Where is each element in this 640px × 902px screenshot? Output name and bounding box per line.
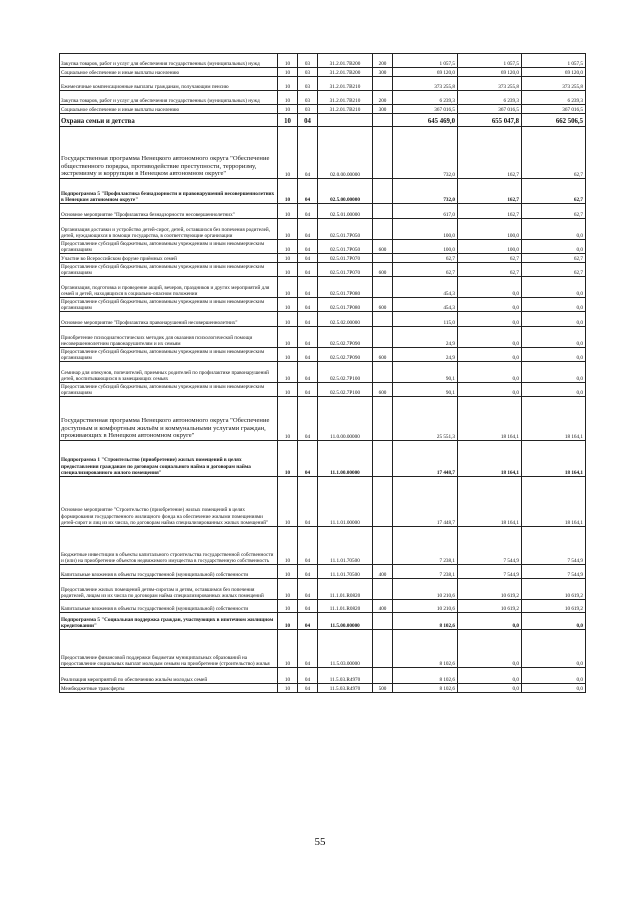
amount-year-3: 6 239,3 — [522, 91, 586, 105]
section-code: 10 — [278, 91, 298, 105]
table-row — [60, 327, 586, 348]
section-code: 10 — [278, 77, 298, 91]
section-code: 10 — [278, 565, 298, 579]
row-name: Закупка товаров, работ и услуг для обеспечения государственных (муниципальных) нужд — [60, 91, 278, 105]
section-code: 10 — [278, 114, 298, 127]
target-article-code: 31.2.01.7В210 — [318, 105, 373, 114]
amount-year-2: 7 544,9 — [458, 565, 522, 579]
section-code: 10 — [278, 348, 298, 362]
amount-year-1: 373 255,8 — [393, 77, 458, 91]
subsection-code: 03 — [298, 77, 318, 91]
row-name: Подпрограмма 1 "Строительство (приобретение) жилых помещений в целях предоставления гражданам по договорам социального найма и договорам найма специализированного жилого помещения" — [60, 441, 278, 477]
row-name: Ежемесячные компенсационные выплаты гражданам, получающим пенсию — [60, 77, 278, 91]
row-name: Бюджетные инвестиции в объекты капитального строительства государственной собственности и (или) на приобретение объектов недвижимого имущества в государственную собственность — [60, 527, 278, 565]
amount-year-2: 0,0 — [458, 630, 522, 668]
row-name: Подпрограмма 5 "Профилактика безнадзорности и правонарушений несовершеннолетних в Ненецком автономном округе" — [60, 179, 278, 204]
subsection-code: 04 — [298, 668, 318, 684]
budget-table-body — [60, 54, 586, 693]
amount-year-3: 7 544,9 — [522, 527, 586, 565]
amount-year-3: 0,0 — [522, 240, 586, 254]
target-article-code: 11.5.03.00000 — [318, 630, 373, 668]
amount-year-1: 645 469,0 — [393, 114, 458, 127]
table-row — [60, 204, 586, 219]
amount-year-2: 0,0 — [458, 613, 522, 630]
amount-year-1: 732,0 — [393, 179, 458, 204]
table-row — [60, 219, 586, 240]
subsection-code: 04 — [298, 277, 318, 298]
subsection-code: 04 — [298, 600, 318, 613]
amount-year-2: 0,0 — [458, 298, 522, 312]
expense-type-code: 600 — [373, 263, 393, 277]
table-row — [60, 668, 586, 684]
amount-year-3: 18 164,1 — [522, 441, 586, 477]
subsection-code: 03 — [298, 105, 318, 114]
amount-year-3: 0,0 — [522, 613, 586, 630]
target-article-code: 02.5.01.00000 — [318, 204, 373, 219]
subsection-code: 03 — [298, 54, 318, 68]
amount-year-3: 0,0 — [522, 383, 586, 397]
subsection-code: 04 — [298, 114, 318, 127]
section-code: 10 — [278, 527, 298, 565]
target-article-code: 02.5.02.7Р090 — [318, 327, 373, 348]
section-code: 10 — [278, 127, 298, 179]
target-article-code: 02.5.02.00000 — [318, 312, 373, 327]
section-code: 10 — [278, 204, 298, 219]
amount-year-1: 90,1 — [393, 362, 458, 383]
amount-year-2: 69 120,0 — [458, 68, 522, 77]
amount-year-2: 100,0 — [458, 240, 522, 254]
expense-type-code — [373, 114, 393, 127]
row-name: Основное мероприятие "Строительство (приобретение) жилых помещений в целях формирования государственного жилищного фонда на обеспечение жилыми помещениями детей-сирот и лиц из их числа, по договорам найма специализированных жилых помещений" — [60, 477, 278, 527]
amount-year-2: 7 544,9 — [458, 527, 522, 565]
expense-type-code — [373, 219, 393, 240]
amount-year-1: 6 239,3 — [393, 91, 458, 105]
expense-type-code — [373, 579, 393, 600]
subsection-code: 04 — [298, 219, 318, 240]
amount-year-2: 0,0 — [458, 312, 522, 327]
section-code: 10 — [278, 613, 298, 630]
section-code: 10 — [278, 600, 298, 613]
row-name: Социальное обеспечение и иные выплаты населению — [60, 68, 278, 77]
table-row — [60, 348, 586, 362]
expense-type-code — [373, 527, 393, 565]
amount-year-2: 100,0 — [458, 219, 522, 240]
section-code: 10 — [278, 277, 298, 298]
amount-year-2: 18 164,1 — [458, 397, 522, 441]
table-row — [60, 630, 586, 668]
subsection-code: 04 — [298, 579, 318, 600]
target-article-code: 11.5.03.R4970 — [318, 684, 373, 693]
expense-type-code: 600 — [373, 298, 393, 312]
table-row — [60, 114, 586, 127]
section-code: 10 — [278, 668, 298, 684]
section-code: 10 — [278, 684, 298, 693]
subsection-code: 04 — [298, 298, 318, 312]
amount-year-1: 69 120,0 — [393, 68, 458, 77]
expense-type-code: 600 — [373, 383, 393, 397]
row-name: Государственная программа Ненецкого автономного округа "Обеспечение общественного порядка, противодействие преступности, терроризму, экстремизму и коррупции в Ненецком автономном округе" — [60, 127, 278, 179]
table-row — [60, 254, 586, 263]
amount-year-2: 18 164,1 — [458, 441, 522, 477]
section-code: 10 — [278, 54, 298, 68]
expense-type-code — [373, 179, 393, 204]
table-row — [60, 77, 586, 91]
amount-year-2: 1 057,5 — [458, 54, 522, 68]
subsection-code: 04 — [298, 327, 318, 348]
table-row — [60, 579, 586, 600]
section-code: 10 — [278, 477, 298, 527]
amount-year-1: 25 551,3 — [393, 397, 458, 441]
expense-type-code — [373, 668, 393, 684]
amount-year-1: 7 238,1 — [393, 527, 458, 565]
amount-year-2: 0,0 — [458, 684, 522, 693]
amount-year-1: 617,0 — [393, 204, 458, 219]
expense-type-code: 300 — [373, 105, 393, 114]
amount-year-1: 24,9 — [393, 327, 458, 348]
target-article-code: 02.5.01.7Р070 — [318, 263, 373, 277]
amount-year-1: 8 102,6 — [393, 630, 458, 668]
row-name: Основное мероприятие "Профилактика безнадзорности несовершеннолетних" — [60, 204, 278, 219]
table-row — [60, 68, 586, 77]
target-article-code: 02.5.02.7Р090 — [318, 348, 373, 362]
row-name: Предоставление субсидий бюджетным, автономным учреждениям и иным некоммерческим организациям — [60, 240, 278, 254]
table-row — [60, 312, 586, 327]
target-article-code: 02.0.00.00000 — [318, 127, 373, 179]
section-code: 10 — [278, 362, 298, 383]
table-row — [60, 441, 586, 477]
expense-type-code: 400 — [373, 600, 393, 613]
target-article-code: 11.5.00.00000 — [318, 613, 373, 630]
section-code: 10 — [278, 68, 298, 77]
amount-year-2: 373 255,8 — [458, 77, 522, 91]
section-code: 10 — [278, 327, 298, 348]
amount-year-2: 0,0 — [458, 362, 522, 383]
section-code: 10 — [278, 383, 298, 397]
subsection-code: 04 — [298, 684, 318, 693]
row-name: Социальное обеспечение и иные выплаты населению — [60, 105, 278, 114]
expense-type-code — [373, 397, 393, 441]
section-code: 10 — [278, 441, 298, 477]
row-name: Капитальные вложения в объекты государственной (муниципальной) собственности — [60, 600, 278, 613]
target-article-code: 11.0.00.00000 — [318, 397, 373, 441]
subsection-code: 04 — [298, 362, 318, 383]
row-name: Участие во Всероссийском форуме приёмных семей — [60, 254, 278, 263]
expense-type-code — [373, 362, 393, 383]
subsection-code: 03 — [298, 91, 318, 105]
amount-year-3: 0,0 — [522, 684, 586, 693]
row-name: Государственная программа Ненецкого автономного округа "Обеспечение доступным и комфортным жильём и коммунальными услугами граждан, проживающих в Ненецком автономном округе" — [60, 397, 278, 441]
amount-year-2: 10 619,2 — [458, 579, 522, 600]
row-name: Подпрограмма 5 "Социальная поддержка граждан, участвующих в ипотечном жилищном кредитовании" — [60, 613, 278, 630]
section-code: 10 — [278, 579, 298, 600]
expense-type-code: 600 — [373, 348, 393, 362]
target-article-code: 02.5.02.7Р100 — [318, 383, 373, 397]
table-row — [60, 277, 586, 298]
table-row — [60, 105, 586, 114]
amount-year-2: 655 047,8 — [458, 114, 522, 127]
row-name: Реализация мероприятий по обеспечению жильём молодых семей — [60, 668, 278, 684]
table-row — [60, 179, 586, 204]
subsection-code: 04 — [298, 240, 318, 254]
expense-type-code: 600 — [373, 240, 393, 254]
target-article-code: 02.5.01.7Р050 — [318, 240, 373, 254]
amount-year-3: 10 619,2 — [522, 600, 586, 613]
amount-year-2: 62,7 — [458, 263, 522, 277]
amount-year-1: 90,1 — [393, 383, 458, 397]
target-article-code: 02.5.01.7Р050 — [318, 219, 373, 240]
amount-year-1: 8 102,6 — [393, 613, 458, 630]
table-row — [60, 54, 586, 68]
section-code: 10 — [278, 179, 298, 204]
section-code: 10 — [278, 219, 298, 240]
table-row — [60, 91, 586, 105]
section-code: 10 — [278, 630, 298, 668]
subsection-code: 04 — [298, 477, 318, 527]
amount-year-1: 17 448,7 — [393, 441, 458, 477]
amount-year-2: 0,0 — [458, 668, 522, 684]
row-name: Организация, подготовка и проведение акций, вечеров, праздников и других мероприятий для семей и детей, находящихся в социально-опасном положении — [60, 277, 278, 298]
amount-year-1: 10 210,6 — [393, 579, 458, 600]
target-article-code: 11.1.01.00000 — [318, 477, 373, 527]
table-row — [60, 565, 586, 579]
expense-type-code — [373, 613, 393, 630]
row-name: Семинар для опекунов, попечителей, приемных родителей по профилактике правонарушений детей, воспитывающихся в замещающих семьях — [60, 362, 278, 383]
row-name: Капитальные вложения в объекты государственной (муниципальной) собственности — [60, 565, 278, 579]
row-name: Межбюджетные трансферты — [60, 684, 278, 693]
amount-year-3: 0,0 — [522, 362, 586, 383]
amount-year-3: 62,7 — [522, 127, 586, 179]
budget-table — [59, 53, 586, 693]
amount-year-3: 373 255,8 — [522, 77, 586, 91]
amount-year-3: 0,0 — [522, 219, 586, 240]
table-row — [60, 477, 586, 527]
subsection-code: 04 — [298, 441, 318, 477]
amount-year-3: 62,7 — [522, 204, 586, 219]
target-article-code: 31.2.01.7В210 — [318, 77, 373, 91]
subsection-code: 04 — [298, 527, 318, 565]
row-name: Закупка товаров, работ и услуг для обеспечения государственных (муниципальных) нужд — [60, 54, 278, 68]
amount-year-3: 69 120,0 — [522, 68, 586, 77]
amount-year-1: 454,3 — [393, 298, 458, 312]
amount-year-2: 0,0 — [458, 277, 522, 298]
table-row — [60, 527, 586, 565]
subsection-code: 04 — [298, 348, 318, 362]
amount-year-2: 10 619,2 — [458, 600, 522, 613]
amount-year-2: 0,0 — [458, 348, 522, 362]
amount-year-3: 1 057,5 — [522, 54, 586, 68]
subsection-code: 04 — [298, 312, 318, 327]
expense-type-code — [373, 630, 393, 668]
section-code: 10 — [278, 254, 298, 263]
page-number: 55 — [314, 836, 326, 848]
amount-year-2: 62,7 — [458, 254, 522, 263]
expense-type-code: 300 — [373, 68, 393, 77]
row-name: Основное мероприятие "Профилактика правонарушений несовершеннолетних" — [60, 312, 278, 327]
table-row — [60, 362, 586, 383]
expense-type-code: 500 — [373, 684, 393, 693]
amount-year-2: 0,0 — [458, 383, 522, 397]
target-article-code: 02.5.02.7Р100 — [318, 362, 373, 383]
target-article-code: 11.1.01.R0820 — [318, 600, 373, 613]
subsection-code: 04 — [298, 613, 318, 630]
subsection-code: 04 — [298, 179, 318, 204]
row-name: Приобретение психодиагностических методик для оказания психологической помощи несовершеннолетним правонарушителям и их семьям — [60, 327, 278, 348]
amount-year-3: 0,0 — [522, 277, 586, 298]
table-row — [60, 240, 586, 254]
table-row — [60, 298, 586, 312]
row-name: Организация доставки и устройство детей-сирот, детей, оставшихся без попечения родителей, детей, нуждающихся в помощи государства, в соответствующие организации — [60, 219, 278, 240]
amount-year-3: 0,0 — [522, 348, 586, 362]
expense-type-code — [373, 441, 393, 477]
amount-year-3: 62,7 — [522, 263, 586, 277]
subsection-code: 04 — [298, 397, 318, 441]
subsection-code: 04 — [298, 630, 318, 668]
amount-year-1: 100,0 — [393, 240, 458, 254]
subsection-code: 04 — [298, 127, 318, 179]
expense-type-code — [373, 477, 393, 527]
target-article-code: 11.5.03.R4970 — [318, 668, 373, 684]
target-article-code: 11.1.01.70500 — [318, 565, 373, 579]
expense-type-code — [373, 204, 393, 219]
amount-year-3: 10 619,2 — [522, 579, 586, 600]
row-name: Предоставление финансовой поддержки бюджетам муниципальных образований на предоставление социальных выплат молодым семьям на приобретение (строительство) жилья — [60, 630, 278, 668]
row-name: Предоставление субсидий бюджетным, автономным учреждениям и иным некоммерческим организациям — [60, 348, 278, 362]
target-article-code: 02.5.01.7Р070 — [318, 254, 373, 263]
target-article-code: 02.5.01.7Р080 — [318, 277, 373, 298]
table-row — [60, 127, 586, 179]
amount-year-3: 662 506,5 — [522, 114, 586, 127]
amount-year-1: 24,9 — [393, 348, 458, 362]
section-code: 10 — [278, 298, 298, 312]
target-article-code: 02.5.01.7Р080 — [318, 298, 373, 312]
section-code: 10 — [278, 263, 298, 277]
amount-year-1: 62,7 — [393, 254, 458, 263]
target-article-code: 11.1.01.70500 — [318, 527, 373, 565]
amount-year-1: 115,0 — [393, 312, 458, 327]
amount-year-1: 62,7 — [393, 263, 458, 277]
expense-type-code: 200 — [373, 54, 393, 68]
expense-type-code — [373, 127, 393, 179]
table-row — [60, 383, 586, 397]
amount-year-1: 8 102,6 — [393, 684, 458, 693]
amount-year-3: 18 164,1 — [522, 397, 586, 441]
amount-year-1: 8 102,6 — [393, 668, 458, 684]
amount-year-1: 7 238,1 — [393, 565, 458, 579]
amount-year-3: 0,0 — [522, 327, 586, 348]
amount-year-3: 0,0 — [522, 668, 586, 684]
amount-year-3: 0,0 — [522, 630, 586, 668]
amount-year-1: 100,0 — [393, 219, 458, 240]
amount-year-3: 0,0 — [522, 312, 586, 327]
section-code: 10 — [278, 397, 298, 441]
row-name: Предоставление субсидий бюджетным, автономным учреждениям и иным некоммерческим организациям — [60, 298, 278, 312]
row-name: Предоставление субсидий бюджетным, автономным учреждениям и иным некоммерческим организациям — [60, 263, 278, 277]
subsection-code: 03 — [298, 68, 318, 77]
expense-type-code — [373, 327, 393, 348]
table-row — [60, 600, 586, 613]
amount-year-2: 6 239,3 — [458, 91, 522, 105]
target-article-code: 11.1.00.00000 — [318, 441, 373, 477]
amount-year-3: 7 544,9 — [522, 565, 586, 579]
amount-year-3: 0,0 — [522, 298, 586, 312]
amount-year-2: 367 016,5 — [458, 105, 522, 114]
amount-year-2: 0,0 — [458, 327, 522, 348]
amount-year-2: 162,7 — [458, 179, 522, 204]
amount-year-2: 18 164,1 — [458, 477, 522, 527]
table-row — [60, 263, 586, 277]
table-row — [60, 684, 586, 693]
amount-year-3: 62,7 — [522, 254, 586, 263]
amount-year-1: 454,3 — [393, 277, 458, 298]
target-article-code: 11.1.01.R0820 — [318, 579, 373, 600]
expense-type-code — [373, 277, 393, 298]
amount-year-1: 17 448,7 — [393, 477, 458, 527]
amount-year-3: 367 016,5 — [522, 105, 586, 114]
subsection-code: 04 — [298, 254, 318, 263]
row-name: Охрана семьи и детства — [60, 114, 278, 127]
target-article-code — [318, 114, 373, 127]
expense-type-code — [373, 254, 393, 263]
amount-year-3: 18 164,1 — [522, 477, 586, 527]
section-code: 10 — [278, 312, 298, 327]
table-row — [60, 397, 586, 441]
amount-year-1: 10 210,6 — [393, 600, 458, 613]
target-article-code: 31.2.01.7В210 — [318, 91, 373, 105]
target-article-code: 31.2.01.7В200 — [318, 68, 373, 77]
section-code: 10 — [278, 105, 298, 114]
expense-type-code: 200 — [373, 91, 393, 105]
amount-year-2: 162,7 — [458, 127, 522, 179]
section-code: 10 — [278, 240, 298, 254]
amount-year-1: 367 016,5 — [393, 105, 458, 114]
subsection-code: 04 — [298, 204, 318, 219]
subsection-code: 04 — [298, 383, 318, 397]
subsection-code: 04 — [298, 565, 318, 579]
subsection-code: 04 — [298, 263, 318, 277]
amount-year-1: 1 057,5 — [393, 54, 458, 68]
expense-type-code: 400 — [373, 565, 393, 579]
amount-year-3: 62,7 — [522, 179, 586, 204]
target-article-code: 31.2.01.7В200 — [318, 54, 373, 68]
budget-page — [59, 53, 585, 693]
row-name: Предоставление субсидий бюджетным, автономным учреждениям и иным некоммерческим организациям — [60, 383, 278, 397]
table-row — [60, 613, 586, 630]
target-article-code: 02.5.00.00000 — [318, 179, 373, 204]
amount-year-2: 162,7 — [458, 204, 522, 219]
amount-year-1: 732,0 — [393, 127, 458, 179]
expense-type-code — [373, 312, 393, 327]
row-name: Предоставление жилых помещений детям-сиротам и детям, оставшимся без попечения родителей, лицам из их числа по договорам найма специализированных жилых помещений — [60, 579, 278, 600]
expense-type-code — [373, 77, 393, 91]
